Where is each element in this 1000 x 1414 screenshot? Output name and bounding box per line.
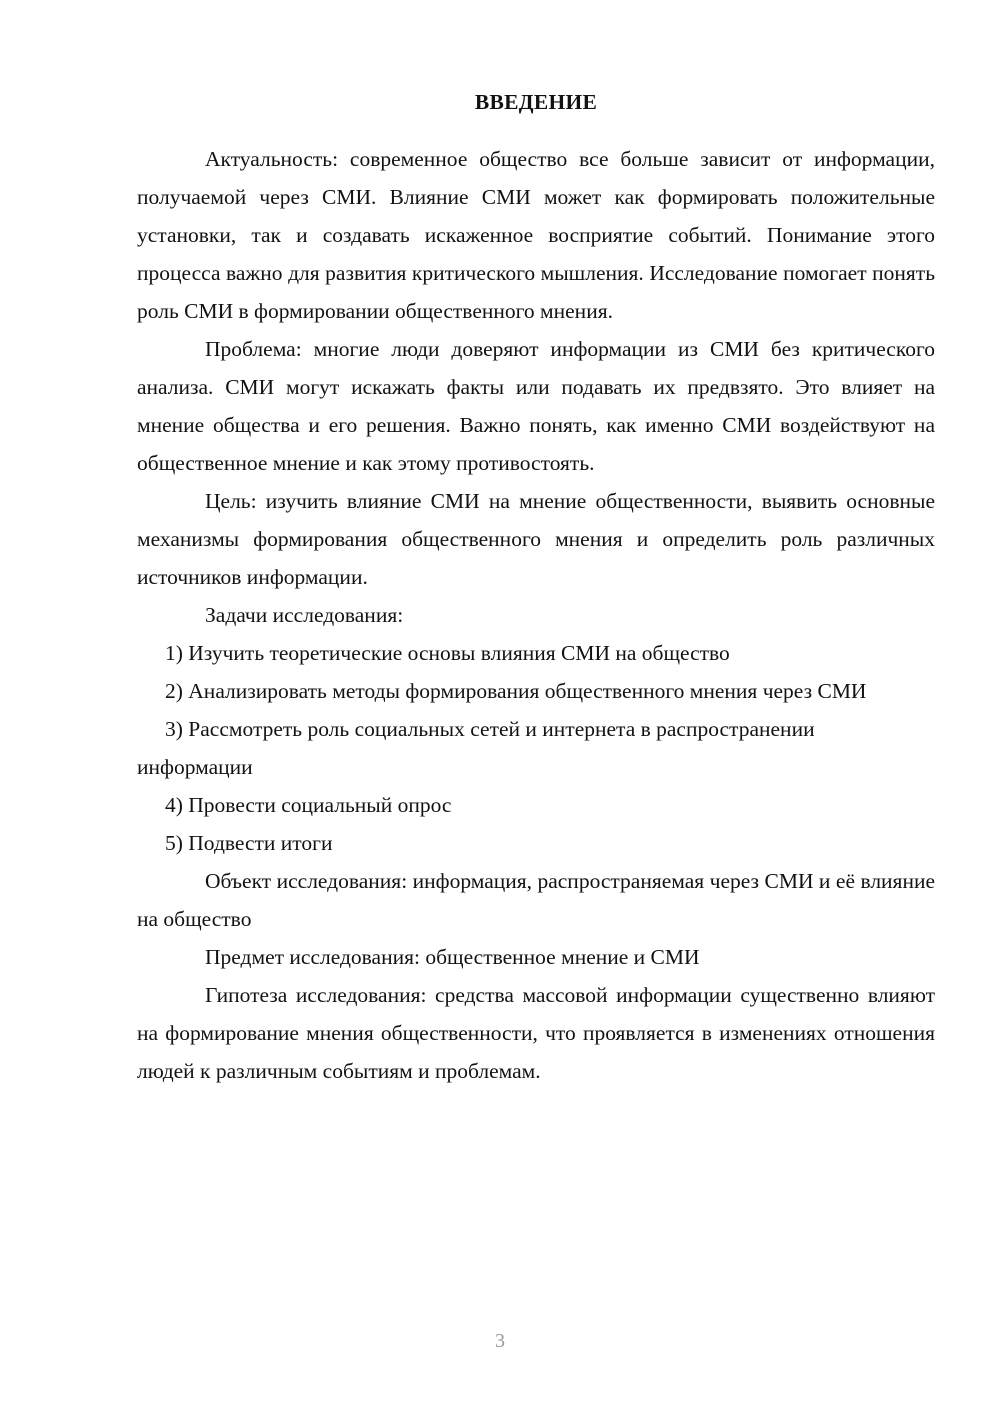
list-item: 3) Рассмотреть роль социальных сетей и интернета в распространении информации <box>137 717 815 779</box>
paragraph-problem: Проблема: многие люди доверяют информации из СМИ без критического анализа. СМИ могут искажать факты или подавать их предвзято. Это влияет на мнение общества и его решения. Важно понять, как именно СМИ воздействуют на общественное мнение и как этому противостоять. <box>137 337 935 475</box>
tasks-heading: Задачи исследования: <box>205 603 404 627</box>
paragraph-object: Объект исследования: информация, распространяемая через СМИ и её влияние на общество <box>137 869 935 931</box>
document-body <box>137 86 935 1090</box>
list-item: 4) Провести социальный опрос <box>165 793 452 817</box>
paragraph-goal: Цель: изучить влияние СМИ на мнение общественности, выявить основные механизмы формирования общественного мнения и определить роль различных источников информации. <box>137 489 935 589</box>
paragraph-hypothesis: Гипотеза исследования: средства массовой информации существенно влияют на формирование мнения общественности, что проявляется в изменениях отношения людей к различным событиям и проблемам. <box>137 983 935 1083</box>
page-number: 3 <box>495 1330 505 1352</box>
paragraph-subject: Предмет исследования: общественное мнение и СМИ <box>205 945 700 969</box>
page-title: ВВЕДЕНИЕ <box>474 90 598 114</box>
list-item: 5) Подвести итоги <box>165 831 333 855</box>
list-item: 1) Изучить теоретические основы влияния СМИ на общество <box>165 641 730 665</box>
paragraph-relevance: Актуальность: современное общество все больше зависит от информации, получаемой через СМИ. Влияние СМИ может как формировать положительные установки, так и создавать искаженное восприятие событий. Понимание этого процесса важно для развития критического мышления. Исследование помогает понять роль СМИ в формировании общественного мнения. <box>137 147 935 323</box>
list-item: 2) Анализировать методы формирования общественного мнения через СМИ <box>165 679 867 703</box>
